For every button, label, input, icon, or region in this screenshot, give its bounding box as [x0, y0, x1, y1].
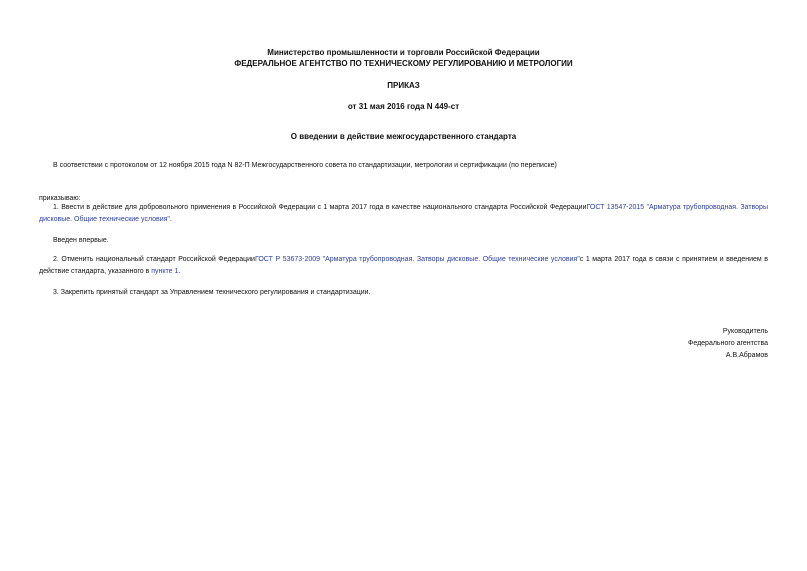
gost-13547-link[interactable]: ГОСТ 13547-2015 "Арматура трубопроводная. Затворы дисковые. Общие технические условия" — [39, 204, 768, 223]
ministry-title: Министерство промышленности и торговли Российской Федерации — [267, 48, 540, 57]
order-date-number: от 31 мая 2016 года N 449-ст — [347, 102, 460, 111]
item-1-text: 1. Ввести в действие для добровольного применения в Российской Федерации с 1 марта 2017 года в качестве национального стандарта Российской Федерации — [53, 204, 587, 211]
orders-word: приказываю: — [39, 195, 81, 202]
item-3-paragraph: 3. Закрепить принятый стандарт за Управлением технического регулирования и стандартизации. — [53, 289, 371, 296]
item-2-end: . — [178, 268, 181, 275]
item-2-paragraph — [39, 254, 768, 278]
agency-title: ФЕДЕРАЛЬНОЕ АГЕНТСТВО ПО ТЕХНИЧЕСКОМУ РЕГУЛИРОВАНИЮ И МЕТРОЛОГИИ — [234, 59, 573, 68]
first-time-note: Введен впервые. — [53, 237, 109, 244]
item-1-end: . — [169, 216, 172, 223]
signer-role: Руководитель — [722, 328, 768, 335]
signer-name: А.В.Абрамов — [725, 352, 768, 359]
item-2-middle: с 1 марта 2017 года в связи с принятием и введением в действие стандарта, указанного в — [39, 256, 769, 275]
item-1-paragraph — [39, 202, 768, 226]
item-2-text: 2. Отменить национальный стандарт Российской Федерации — [53, 256, 255, 263]
basis-paragraph: В соответствии с протоколом от 12 ноября 2015 года N 82-П Межгосударственного совета по стандартизации, метрологии и сертификации (по переписке) — [53, 162, 557, 169]
gost-r-53673-link[interactable]: ГОСТ Р 53673-2009 "Арматура трубопроводная. Затворы дисковые. Общие технические условия" — [254, 256, 580, 263]
order-subject: О введении в действие межгосударственного стандарта — [290, 132, 517, 141]
document-type: ПРИКАЗ — [387, 81, 420, 90]
point-1-link[interactable]: пункте 1 — [151, 268, 179, 275]
signer-agency: Федерального агентства — [688, 340, 768, 347]
